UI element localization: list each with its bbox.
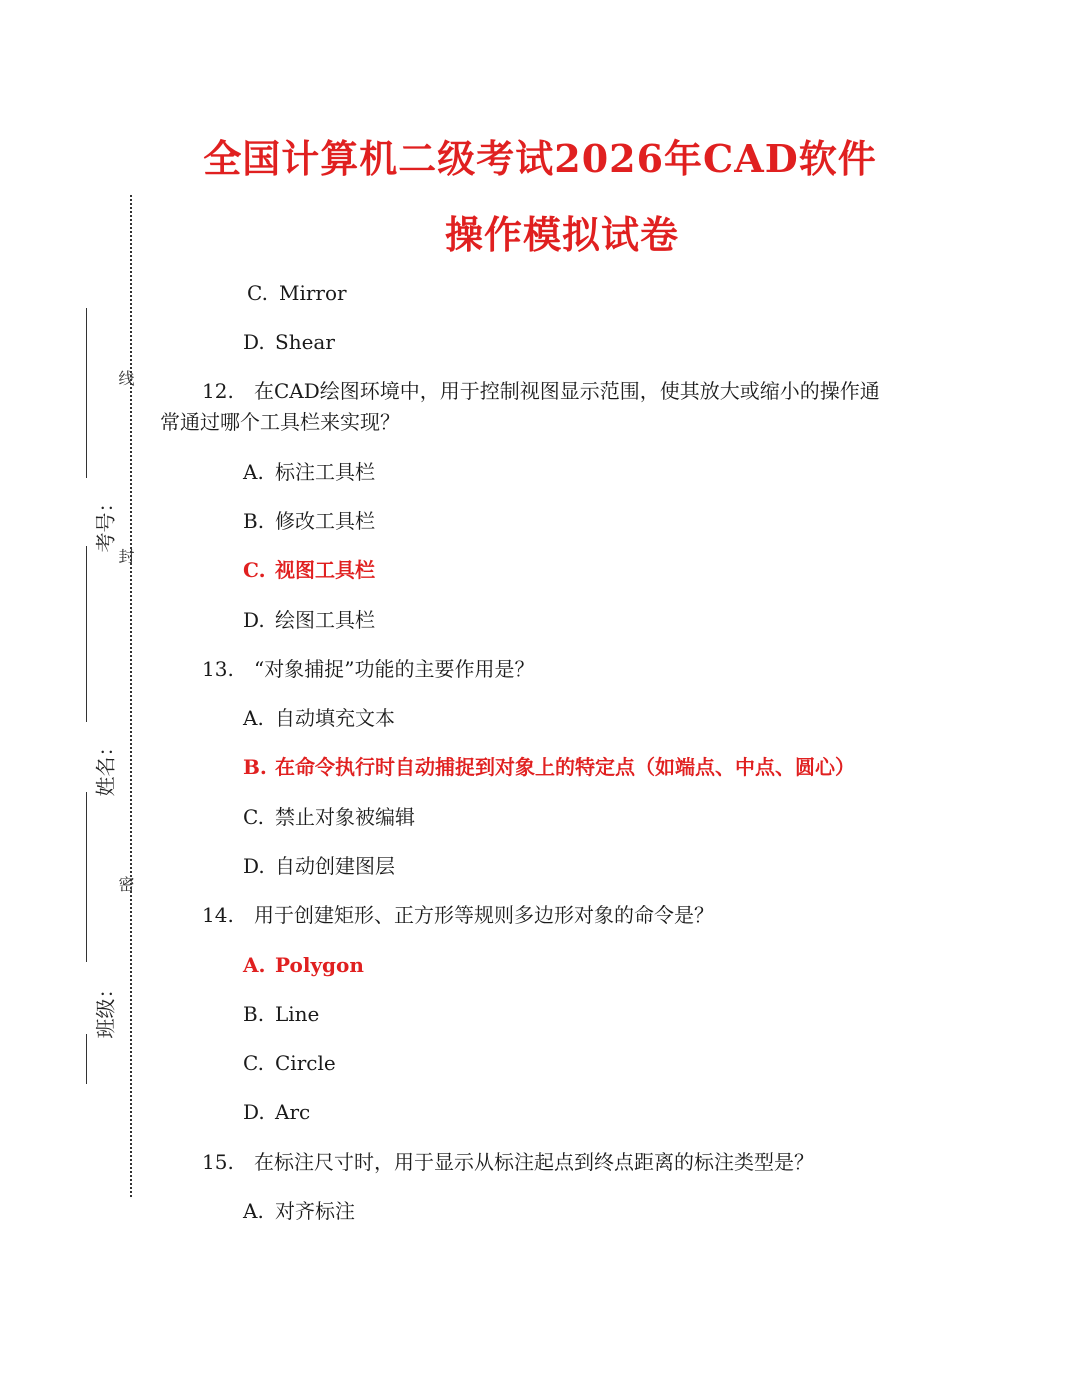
q14-option-a-answer: A. Polygon — [243, 953, 364, 977]
q14-option-b: B. Line — [243, 1002, 320, 1026]
option-d: D. Shear — [243, 330, 335, 354]
class-underline-top — [86, 792, 87, 962]
name-label: 姓名： — [93, 736, 118, 797]
binding-dotted-line — [130, 195, 132, 1197]
q13-option-d: D. 自动创建图层 — [243, 854, 395, 878]
exam-number-underline — [86, 308, 87, 478]
class-underline-bottom — [86, 1034, 87, 1084]
q14-option-c: C. Circle — [243, 1051, 336, 1075]
question-14: 14. 用于创建矩形、正方形等规则多边形对象的命令是？ — [202, 903, 714, 927]
exam-number-label: 考号： — [93, 492, 118, 553]
q12-option-b: B. 修改工具栏 — [243, 509, 375, 533]
name-underline-top — [86, 546, 87, 722]
seal-char-mi: 密 — [116, 876, 135, 892]
q12-option-a: A. 标注工具栏 — [243, 460, 375, 484]
class-label: 班级： — [93, 978, 118, 1039]
q12-option-c-answer: C. 视图工具栏 — [243, 558, 375, 582]
page-title: 全国计算机二级考试2026年CAD软件 — [203, 136, 877, 181]
question-15: 15. 在标注尺寸时，用于显示从标注起点到终点距离的标注类型是？ — [202, 1150, 814, 1174]
option-c: C. Mirror — [247, 281, 347, 305]
q13-option-a: A. 自动填充文本 — [243, 706, 395, 730]
seal-char-xian: 线 — [116, 370, 135, 386]
question-12: 12. 在CAD绘图环境中，用于控制视图显示范围，使其放大或缩小的操作通 — [202, 379, 880, 403]
question-13: 13. “对象捕捉”功能的主要作用是？ — [202, 657, 535, 681]
question-12-cont: 常通过哪个工具栏来实现？ — [160, 410, 400, 434]
q12-option-d: D. 绘图工具栏 — [243, 608, 375, 632]
seal-char-feng: 封 — [116, 548, 135, 564]
page-subtitle: 操作模拟试卷 — [444, 212, 679, 257]
q14-option-d: D. Arc — [243, 1100, 311, 1124]
q15-option-a: A. 对齐标注 — [243, 1199, 355, 1223]
q13-option-c: C. 禁止对象被编辑 — [243, 805, 415, 829]
q13-option-b-answer: B. 在命令执行时自动捕捉到对象上的特定点（如端点、中点、圆心） — [243, 755, 855, 779]
